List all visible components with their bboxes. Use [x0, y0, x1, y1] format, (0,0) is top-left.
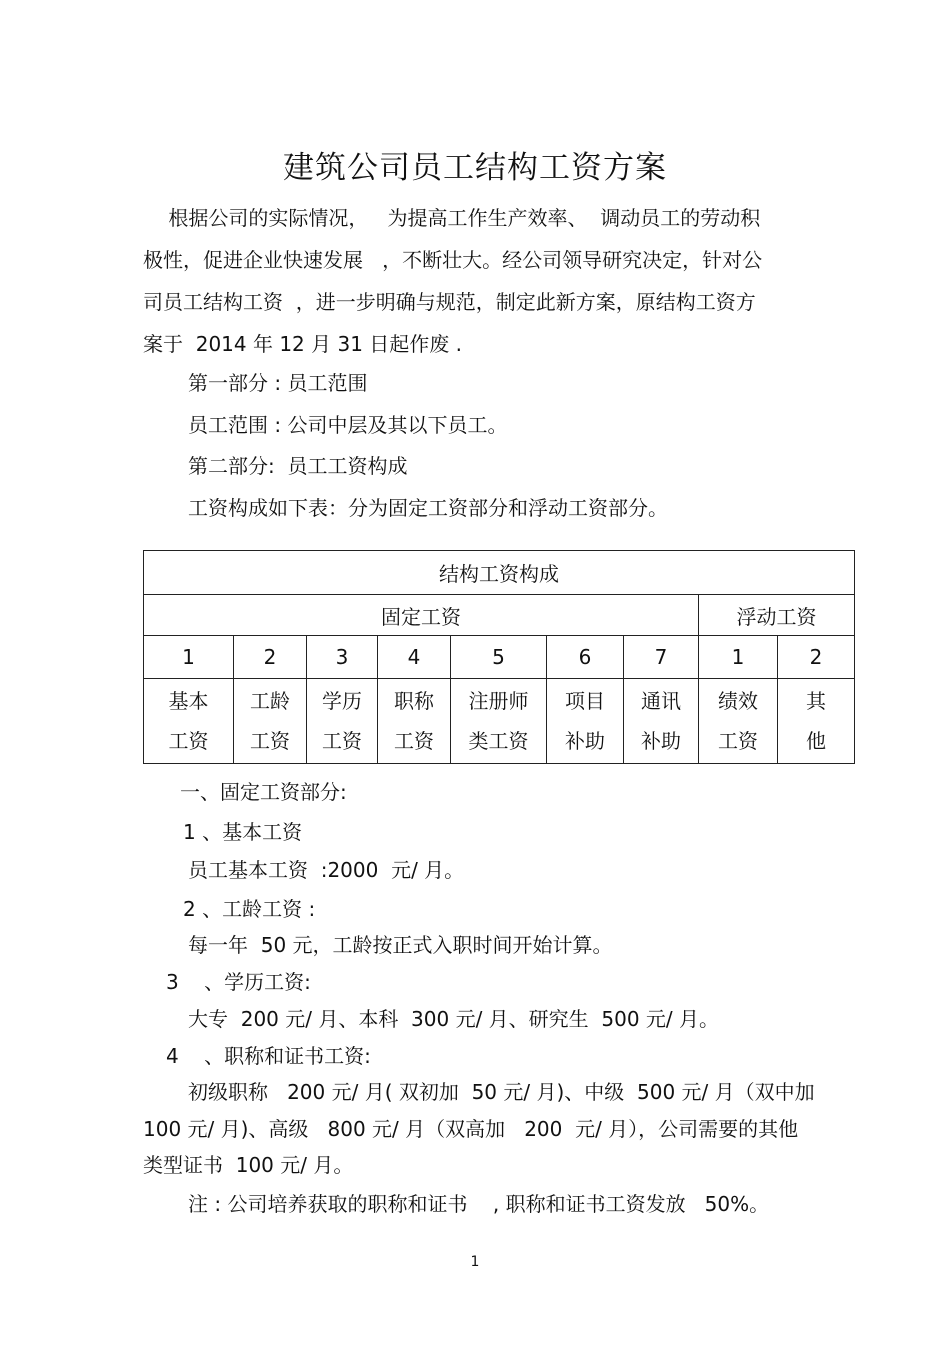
intro-paragraph: [143, 197, 813, 365]
item-basic-wage: [144, 679, 234, 764]
item-line: 补助: [641, 729, 681, 753]
column-number: 4: [378, 636, 451, 679]
column-number: 5: [451, 636, 547, 679]
item-line: 工龄: [250, 689, 290, 713]
section-heading-fixed: 一、固定工资部分:: [180, 780, 347, 804]
column-number: 1: [144, 636, 234, 679]
fixed-wage-header: 固定工资: [144, 595, 699, 636]
wage-structure-table: [143, 550, 855, 764]
part1-heading: 第一部分 : 员工范围: [188, 371, 368, 395]
subsection-basic-title: 1 、基本工资: [183, 820, 303, 844]
item-line: 绩效: [718, 689, 758, 713]
item-line: 补助: [565, 729, 605, 753]
intro-line: 根据公司的实际情况， 为提高工作生产效率、 调动员工的劳动积: [143, 206, 761, 230]
item-line: 工资: [250, 729, 290, 753]
subsection-title-cert-title: 4 、职称和证书工资:: [166, 1044, 371, 1068]
document-title: 建筑公司员工结构工资方案: [283, 150, 667, 186]
column-number: 2: [778, 636, 855, 679]
item-line: 工资: [322, 729, 362, 753]
item-project-allowance: [547, 679, 624, 764]
item-line: 注册师: [468, 689, 529, 713]
item-line: 学历: [322, 689, 362, 713]
item-education-wage: [307, 679, 378, 764]
subsection-education-text: 大专 200 元/ 月、本科 300 元/ 月、研究生 500 元/ 月。: [188, 1007, 720, 1031]
item-line: 他: [806, 729, 827, 753]
item-line: 工资: [394, 729, 434, 753]
part2-text: 工资构成如下表：分为固定工资部分和浮动工资部分。: [188, 496, 668, 520]
column-number: 7: [624, 636, 699, 679]
column-number: 3: [307, 636, 378, 679]
part1-text: 员工范围 : 公司中层及其以下员工。: [188, 413, 508, 437]
item-line: 类工资: [468, 729, 529, 753]
subsection-title-cert-line: 100 元/ 月)、高级 800 元/ 月（双高加 200 元/ 月），公司需要的其他: [143, 1117, 799, 1141]
item-line: 职称: [394, 689, 434, 713]
item-performance-wage: [699, 679, 778, 764]
intro-line: 司员工结构工资 ，进一步明确与规范，制定此新方案，原结构工资方: [143, 290, 756, 314]
note-text: 注 : 公司培养获取的职称和证书 , 职称和证书工资发放 50%。: [188, 1192, 770, 1216]
column-number: 1: [699, 636, 778, 679]
subsection-basic-text: 员工基本工资 :2000 元/ 月。: [188, 858, 465, 882]
subsection-title-cert-line: 初级职称 200 元/ 月( 双初加 50 元/ 月)、中级 500 元/ 月（双中加: [188, 1080, 815, 1104]
item-title-wage: [378, 679, 451, 764]
item-registered-engineer-wage: [451, 679, 547, 764]
item-line: 工资: [718, 729, 758, 753]
page-number: 1: [470, 1254, 480, 1270]
table-caption: 结构工资构成: [144, 551, 855, 595]
item-communication-allowance: [624, 679, 699, 764]
part2-heading: 第二部分: 员工工资构成: [188, 454, 408, 478]
item-line: 基本: [168, 689, 209, 713]
column-number: 2: [234, 636, 307, 679]
item-line: 项目: [565, 689, 605, 713]
column-number: 6: [547, 636, 624, 679]
intro-line: 案于 2014 年 12 月 31 日起作废 .: [143, 332, 463, 356]
floating-wage-header: 浮动工资: [699, 595, 855, 636]
subsection-seniority-text: 每一年 50 元，工龄按正式入职时间开始计算。: [188, 933, 613, 957]
item-line: 通讯: [641, 689, 681, 713]
item-seniority-wage: [234, 679, 307, 764]
item-line: 其: [806, 689, 827, 713]
subsection-title-cert-line: 类型证书 100 元/ 月。: [143, 1153, 354, 1177]
subsection-seniority-title: 2 、工龄工资 :: [183, 897, 316, 921]
subsection-education-title: 3 、学历工资:: [166, 970, 311, 994]
item-other: [778, 679, 855, 764]
intro-line: 极性，促进企业快速发展 ，不断壮大。经公司领导研究决定，针对公: [143, 248, 763, 272]
item-line: 工资: [168, 729, 209, 753]
